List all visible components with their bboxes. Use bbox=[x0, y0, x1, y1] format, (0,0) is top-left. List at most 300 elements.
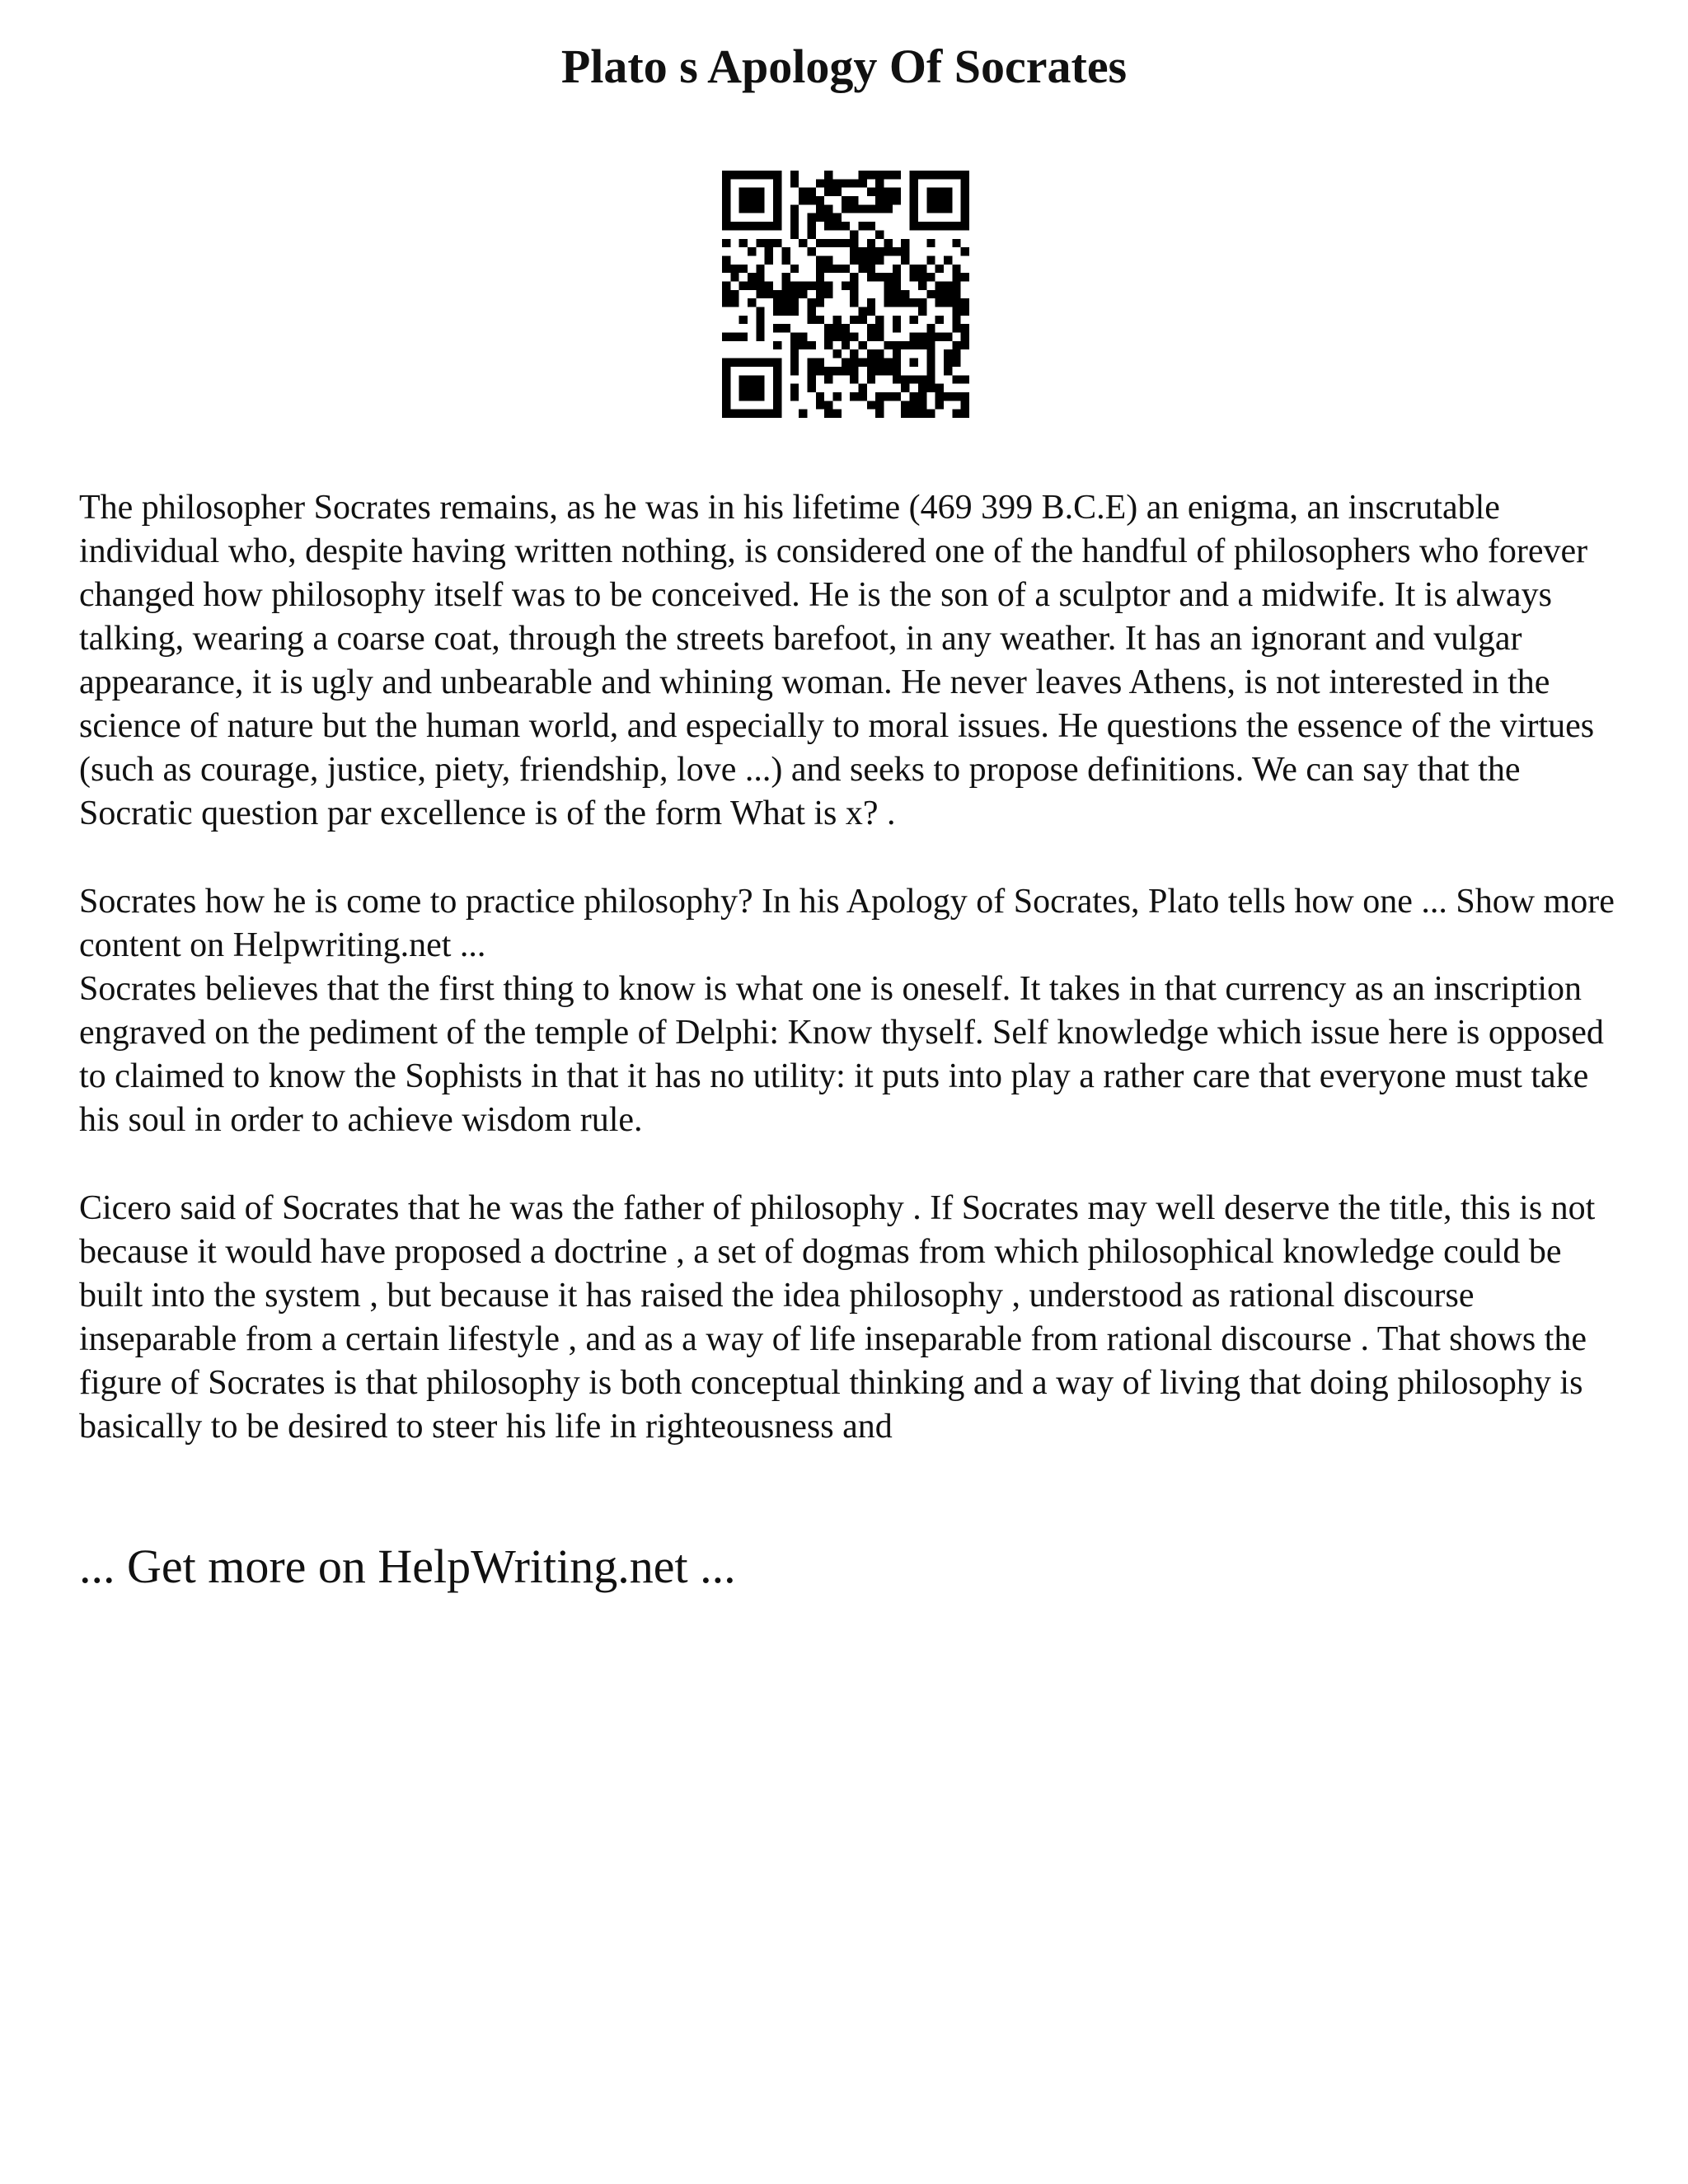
qr-module bbox=[893, 341, 901, 349]
qr-module bbox=[842, 367, 850, 375]
qr-module bbox=[748, 247, 756, 255]
qr-module bbox=[935, 281, 944, 289]
qr-module bbox=[756, 375, 764, 383]
qr-module bbox=[867, 307, 875, 316]
qr-module bbox=[901, 384, 909, 392]
qr-module bbox=[952, 171, 960, 179]
qr-module bbox=[910, 204, 918, 213]
qr-module bbox=[859, 255, 867, 264]
qr-module bbox=[832, 188, 841, 196]
qr-module bbox=[730, 333, 738, 341]
qr-module bbox=[765, 281, 773, 289]
qr-module bbox=[722, 392, 730, 401]
qr-module bbox=[893, 281, 901, 289]
qr-module bbox=[807, 247, 815, 255]
qr-module bbox=[722, 290, 730, 298]
qr-module bbox=[859, 247, 867, 255]
qr-module bbox=[910, 375, 918, 383]
qr-module bbox=[824, 222, 832, 230]
qr-module bbox=[824, 179, 832, 187]
qr-module bbox=[799, 188, 807, 196]
qr-module bbox=[722, 281, 730, 289]
qr-module bbox=[816, 213, 824, 222]
qr-module bbox=[884, 281, 893, 289]
qr-module bbox=[824, 401, 832, 409]
qr-module bbox=[944, 367, 952, 375]
qr-module bbox=[901, 247, 909, 255]
qr-module bbox=[773, 324, 781, 332]
qr-module bbox=[935, 316, 944, 324]
qr-module bbox=[944, 222, 952, 230]
qr-module bbox=[944, 349, 952, 358]
qr-module bbox=[722, 375, 730, 383]
qr-module bbox=[850, 316, 858, 324]
qr-module bbox=[781, 298, 790, 307]
qr-module bbox=[773, 222, 781, 230]
qr-module bbox=[875, 333, 884, 341]
qr-module bbox=[961, 171, 969, 179]
qr-module bbox=[867, 239, 875, 247]
qr-module bbox=[799, 281, 807, 289]
qr-module bbox=[952, 222, 960, 230]
qr-module bbox=[730, 171, 738, 179]
qr-module bbox=[790, 265, 799, 273]
qr-module bbox=[807, 367, 815, 375]
qr-module bbox=[944, 359, 952, 367]
qr-module bbox=[952, 265, 960, 273]
qr-module bbox=[816, 204, 824, 213]
qr-module bbox=[722, 333, 730, 341]
qr-module bbox=[884, 239, 893, 247]
qr-module bbox=[910, 265, 918, 273]
qr-module bbox=[867, 298, 875, 307]
paragraph-cicero: Cicero said of Socrates that he was the father of philosophy . If Socrates may well deserve the title, this is not because it would have proposed a doctrine , a set of dogmas from which philosophical knowledge could be built into the system , but because it has raised the idea philosophy , understood as rational discourse inseparable from a certain lifestyle , and as a way of life inseparable from rational discourse . That shows the figure of Socrates is that philosophy is both conceptual thinking and a way of living that doing philosophy is basically to be desired to steer his life in righteousness and bbox=[79, 1189, 1596, 1446]
qr-module bbox=[824, 255, 832, 264]
qr-module bbox=[952, 410, 960, 418]
qr-module bbox=[935, 204, 944, 213]
qr-module bbox=[832, 410, 841, 418]
qr-module bbox=[859, 392, 867, 401]
qr-module bbox=[867, 375, 875, 383]
qr-module bbox=[722, 255, 730, 264]
qr-module bbox=[850, 298, 858, 307]
qr-module bbox=[918, 410, 926, 418]
qr-module bbox=[807, 316, 815, 324]
qr-module bbox=[884, 171, 893, 179]
qr-module bbox=[765, 247, 773, 255]
qr-module bbox=[790, 307, 799, 316]
qr-module bbox=[935, 222, 944, 230]
qr-module bbox=[901, 401, 909, 409]
qr-module bbox=[952, 273, 960, 281]
qr-module bbox=[910, 359, 918, 367]
qr-module bbox=[722, 188, 730, 196]
qr-module bbox=[961, 324, 969, 332]
qr-module bbox=[722, 359, 730, 367]
qr-module bbox=[730, 359, 738, 367]
qr-module bbox=[850, 204, 858, 213]
qr-module bbox=[901, 255, 909, 264]
qr-module bbox=[824, 341, 832, 349]
qr-module bbox=[756, 196, 764, 204]
qr-module bbox=[918, 273, 926, 281]
qr-module bbox=[832, 392, 841, 401]
qr-module bbox=[910, 273, 918, 281]
qr-module bbox=[773, 298, 781, 307]
qr-module bbox=[884, 392, 893, 401]
qr-module bbox=[748, 281, 756, 289]
qr-module bbox=[944, 204, 952, 213]
qr-module bbox=[756, 239, 764, 247]
qr-module bbox=[910, 188, 918, 196]
qr-module bbox=[842, 222, 850, 230]
qr-module bbox=[773, 359, 781, 367]
qr-module bbox=[875, 401, 884, 409]
qr-module bbox=[781, 247, 790, 255]
qr-module bbox=[961, 222, 969, 230]
qr-module bbox=[832, 367, 841, 375]
qr-module bbox=[799, 410, 807, 418]
qr-module bbox=[961, 188, 969, 196]
qr-module bbox=[799, 341, 807, 349]
qr-module bbox=[842, 341, 850, 349]
qr-module bbox=[842, 179, 850, 187]
qr-module bbox=[859, 179, 867, 187]
qr-module bbox=[952, 298, 960, 307]
qr-module bbox=[935, 392, 944, 401]
qr-module bbox=[850, 273, 858, 281]
qr-module bbox=[730, 222, 738, 230]
qr-module bbox=[961, 392, 969, 401]
qr-module bbox=[910, 196, 918, 204]
qr-module bbox=[926, 324, 935, 332]
qr-module bbox=[935, 333, 944, 341]
qr-module bbox=[807, 384, 815, 392]
qr-module bbox=[773, 196, 781, 204]
qr-module bbox=[824, 188, 832, 196]
qr-module bbox=[884, 196, 893, 204]
qr-module bbox=[799, 196, 807, 204]
paragraph-intro: The philosopher Socrates remains, as he was in his lifetime (469 399 B.C.E) an enigma, an inscrutable individual who, despite having written nothing, is considered one of the handful of philosophers who forever changed how philosophy itself was to be conceived. He is the son of a sculptor and a midwife. It is always talking, wearing a coarse coat, through the streets barefoot, in any weather. It has an ignorant and vulgar appearance, it is ugly and unbearable and whining woman. He never leaves Athens, is not interested in the science of nature but the human world, and especially to moral issues. He questions the essence of the virtues (such as courage, justice, piety, friendship, love ...) and seeks to propose definitions. We can say that the Socratic question par excellence is of the form What is x? . bbox=[79, 489, 1595, 832]
qr-module bbox=[730, 290, 738, 298]
qr-module bbox=[926, 375, 935, 383]
qr-module bbox=[807, 222, 815, 230]
qr-module bbox=[952, 375, 960, 383]
qr-module bbox=[773, 188, 781, 196]
qr-module bbox=[944, 290, 952, 298]
qr-module bbox=[816, 179, 824, 187]
qr-module bbox=[790, 367, 799, 375]
qr-module bbox=[884, 247, 893, 255]
qr-module bbox=[859, 307, 867, 316]
qr-module bbox=[739, 359, 748, 367]
qr-module bbox=[722, 171, 730, 179]
qr-module bbox=[790, 230, 799, 238]
qr-module bbox=[807, 196, 815, 204]
qr-module bbox=[926, 333, 935, 341]
qr-module bbox=[790, 349, 799, 358]
get-more-link[interactable]: ... Get more on HelpWriting.net ... bbox=[79, 1540, 736, 1593]
qr-module bbox=[756, 265, 764, 273]
qr-module bbox=[850, 196, 858, 204]
qr-module bbox=[816, 316, 824, 324]
qr-module bbox=[901, 239, 909, 247]
qr-module bbox=[884, 298, 893, 307]
qr-module bbox=[722, 410, 730, 418]
qr-module bbox=[824, 239, 832, 247]
qr-module bbox=[867, 333, 875, 341]
qr-module bbox=[850, 239, 858, 247]
qr-module bbox=[944, 255, 952, 264]
qr-module bbox=[756, 410, 764, 418]
qr-module bbox=[790, 298, 799, 307]
qr-module bbox=[875, 367, 884, 375]
qr-module bbox=[867, 247, 875, 255]
qr-module bbox=[850, 247, 858, 255]
qr-module bbox=[842, 196, 850, 204]
qr-module bbox=[926, 410, 935, 418]
qr-module bbox=[926, 188, 935, 196]
qr-module bbox=[748, 375, 756, 383]
qr-module bbox=[842, 204, 850, 213]
qr-module bbox=[875, 392, 884, 401]
qr-module bbox=[773, 179, 781, 187]
qr-module bbox=[935, 171, 944, 179]
qr-module bbox=[918, 392, 926, 401]
qr-module bbox=[773, 204, 781, 213]
qr-module bbox=[875, 255, 884, 264]
qr-module bbox=[918, 375, 926, 383]
qr-module bbox=[842, 333, 850, 341]
qr-module bbox=[807, 188, 815, 196]
qr-module bbox=[765, 359, 773, 367]
qr-module bbox=[773, 367, 781, 375]
qr-module bbox=[756, 281, 764, 289]
qr-module bbox=[832, 349, 841, 358]
qr-module bbox=[935, 265, 944, 273]
qr-module bbox=[730, 265, 738, 273]
qr-module bbox=[926, 171, 935, 179]
qr-module bbox=[884, 367, 893, 375]
qr-module bbox=[859, 171, 867, 179]
qr-module bbox=[859, 316, 867, 324]
qr-module bbox=[935, 384, 944, 392]
qr-module bbox=[756, 307, 764, 316]
qr-module bbox=[824, 324, 832, 332]
qr-module bbox=[926, 196, 935, 204]
qr-module bbox=[722, 401, 730, 409]
qr-module bbox=[926, 359, 935, 367]
qr-module bbox=[859, 222, 867, 230]
qr-code-icon bbox=[722, 171, 969, 418]
qr-module bbox=[884, 204, 893, 213]
qr-module bbox=[961, 204, 969, 213]
qr-module bbox=[867, 222, 875, 230]
qr-module bbox=[730, 273, 738, 281]
qr-module bbox=[816, 359, 824, 367]
qr-module bbox=[790, 204, 799, 213]
qr-module bbox=[867, 255, 875, 264]
qr-module bbox=[918, 171, 926, 179]
qr-module bbox=[781, 307, 790, 316]
qr-module bbox=[730, 410, 738, 418]
qr-module bbox=[748, 392, 756, 401]
qr-module bbox=[926, 341, 935, 349]
qr-module bbox=[961, 196, 969, 204]
qr-module bbox=[756, 273, 764, 281]
page-title: Plato s Apology Of Socrates bbox=[560, 40, 1128, 93]
qr-module bbox=[926, 349, 935, 358]
qr-module bbox=[859, 359, 867, 367]
qr-module bbox=[816, 273, 824, 281]
qr-module bbox=[722, 196, 730, 204]
qr-module bbox=[910, 179, 918, 187]
qr-module bbox=[773, 401, 781, 409]
paragraph-practice: Socrates how he is come to practice philosophy? In his Apology of Socrates, Plato tells how one ... Show more content on Helpwriting.net ... bbox=[79, 883, 1615, 964]
qr-module bbox=[935, 196, 944, 204]
qr-module bbox=[893, 273, 901, 281]
qr-module bbox=[739, 196, 748, 204]
qr-module bbox=[893, 171, 901, 179]
qr-module bbox=[790, 359, 799, 367]
qr-module bbox=[842, 265, 850, 273]
qr-module bbox=[824, 281, 832, 289]
qr-module bbox=[952, 341, 960, 349]
qr-module bbox=[952, 316, 960, 324]
qr-module bbox=[918, 333, 926, 341]
qr-module bbox=[893, 349, 901, 358]
qr-module bbox=[799, 290, 807, 298]
qr-module bbox=[901, 290, 909, 298]
qr-module bbox=[790, 384, 799, 392]
qr-module bbox=[748, 204, 756, 213]
qr-module bbox=[859, 384, 867, 392]
qr-module bbox=[850, 290, 858, 298]
qr-module bbox=[842, 324, 850, 332]
qr-module bbox=[961, 333, 969, 341]
qr-module bbox=[842, 359, 850, 367]
qr-module bbox=[773, 307, 781, 316]
qr-module bbox=[739, 171, 748, 179]
qr-module bbox=[832, 222, 841, 230]
qr-module bbox=[910, 213, 918, 222]
qr-module bbox=[867, 265, 875, 273]
qr-module bbox=[781, 273, 790, 281]
qr-module bbox=[893, 375, 901, 383]
qr-module bbox=[832, 179, 841, 187]
qr-module bbox=[850, 179, 858, 187]
qr-module bbox=[790, 341, 799, 349]
qr-module bbox=[926, 367, 935, 375]
qr-module bbox=[850, 367, 858, 375]
qr-module bbox=[867, 171, 875, 179]
qr-module bbox=[807, 341, 815, 349]
qr-module bbox=[790, 281, 799, 289]
qr-module bbox=[739, 239, 748, 247]
qr-module bbox=[867, 324, 875, 332]
qr-module bbox=[910, 222, 918, 230]
qr-module bbox=[926, 290, 935, 298]
qr-module bbox=[790, 290, 799, 298]
qr-module bbox=[832, 333, 841, 341]
qr-module bbox=[799, 333, 807, 341]
qr-module bbox=[773, 290, 781, 298]
qr-module bbox=[850, 392, 858, 401]
qr-module bbox=[781, 324, 790, 332]
qr-module bbox=[893, 316, 901, 324]
qr-module bbox=[756, 359, 764, 367]
qr-module bbox=[884, 341, 893, 349]
qr-module bbox=[893, 196, 901, 204]
qr-module bbox=[824, 171, 832, 179]
qr-module bbox=[893, 359, 901, 367]
qr-module bbox=[944, 188, 952, 196]
qr-module bbox=[926, 222, 935, 230]
qr-module bbox=[824, 265, 832, 273]
qr-module bbox=[739, 375, 748, 383]
qr-module bbox=[722, 239, 730, 247]
qr-module bbox=[961, 213, 969, 222]
qr-module bbox=[961, 341, 969, 349]
qr-module bbox=[748, 188, 756, 196]
qr-module bbox=[739, 222, 748, 230]
qr-module bbox=[756, 324, 764, 332]
qr-module bbox=[944, 171, 952, 179]
qr-module bbox=[875, 247, 884, 255]
qr-module bbox=[765, 290, 773, 298]
qr-module bbox=[765, 222, 773, 230]
qr-module bbox=[756, 188, 764, 196]
qr-module bbox=[850, 375, 858, 383]
qr-module bbox=[765, 239, 773, 247]
qr-module bbox=[722, 265, 730, 273]
qr-module bbox=[910, 392, 918, 401]
qr-module bbox=[850, 333, 858, 341]
qr-module bbox=[790, 171, 799, 179]
qr-module bbox=[910, 298, 918, 307]
qr-module bbox=[952, 290, 960, 298]
qr-module bbox=[875, 273, 884, 281]
qr-module bbox=[765, 171, 773, 179]
qr-module bbox=[748, 410, 756, 418]
qr-module bbox=[807, 375, 815, 383]
qr-module bbox=[901, 410, 909, 418]
qr-module bbox=[867, 273, 875, 281]
qr-module bbox=[875, 179, 884, 187]
qr-module bbox=[748, 196, 756, 204]
qr-module bbox=[816, 239, 824, 247]
qr-module bbox=[884, 273, 893, 281]
qr-module bbox=[824, 410, 832, 418]
qr-module bbox=[816, 392, 824, 401]
qr-module bbox=[918, 265, 926, 273]
qr-module bbox=[901, 298, 909, 307]
qr-module bbox=[926, 239, 935, 247]
qr-module bbox=[961, 247, 969, 255]
qr-module bbox=[875, 196, 884, 204]
qr-module bbox=[893, 298, 901, 307]
qr-module bbox=[832, 239, 841, 247]
qr-module bbox=[816, 196, 824, 204]
qr-module bbox=[722, 213, 730, 222]
qr-module bbox=[952, 324, 960, 332]
qr-module bbox=[961, 401, 969, 409]
qr-module bbox=[918, 298, 926, 307]
qr-module bbox=[850, 230, 858, 238]
qr-module bbox=[944, 392, 952, 401]
qr-module bbox=[867, 401, 875, 409]
qr-module bbox=[850, 359, 858, 367]
